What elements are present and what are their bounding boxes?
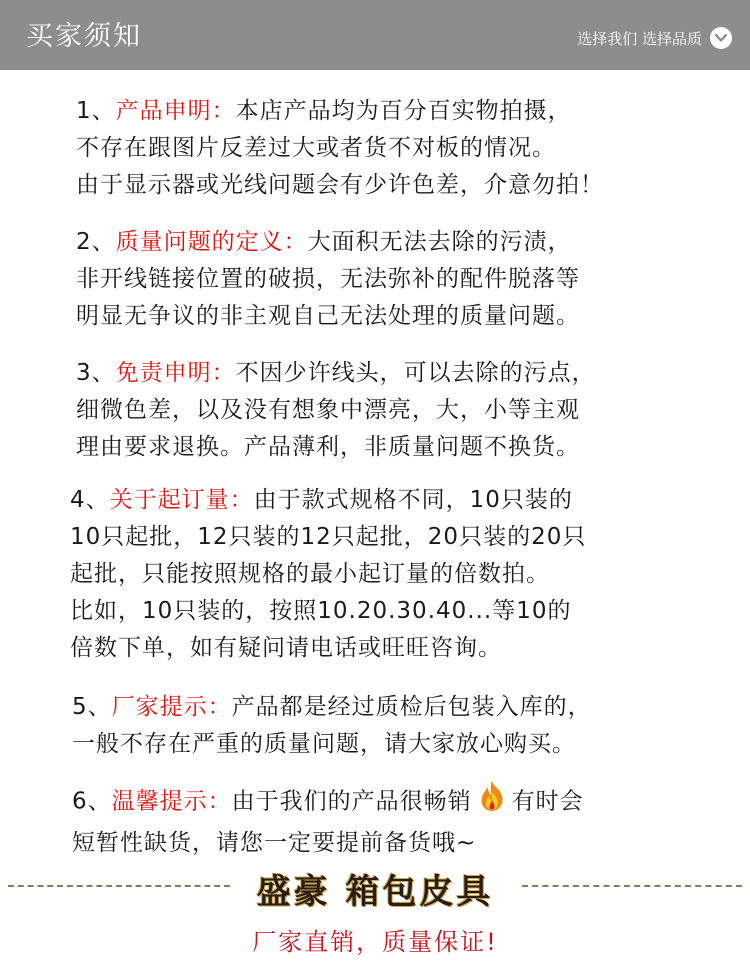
notice-text: 本店产品均为百分百实物拍摄， [235,98,572,124]
notice-first-line [70,482,690,519]
notice-text: 大面积无法去除的污渍， [307,229,572,255]
notice-line: 短暂性缺货，请您一定要提前备货哦~ [72,830,477,856]
notice-3 [76,355,696,466]
notice-text: 由于款式规格不同，10只装的 [253,487,573,513]
notice-number: 2、 [76,229,116,255]
notice-first-line [76,355,696,392]
notice-number: 1、 [76,98,116,124]
brand-name: 盛豪 箱包皮具 [256,872,494,912]
notice-first-line [72,689,692,726]
header-right[interactable] [577,27,732,49]
notice-1 [76,93,696,204]
notice-line: 细微色差，以及没有想象中漂亮，大，小等主观 [76,397,580,423]
page-title: 买家须知 [26,21,142,52]
notice-first-line [76,93,696,130]
header-bar [0,0,750,70]
notice-key: 温馨提示： [111,788,232,815]
notice-line: 倍数下单，如有疑问请电话或旺旺咨询。 [70,635,502,661]
header-slogan: 选择我们 选择品质 [577,29,702,48]
notice-text: 不因少许线头，可以去除的污点， [235,360,596,386]
chevron-down-icon[interactable] [710,27,732,49]
notice-2 [76,224,696,335]
notice-first-line [72,779,692,825]
notice-line: 起批，只能按照规格的最小起订量的倍数拍。 [70,561,550,587]
notice-number: 4、 [70,487,110,513]
notice-key: 质量问题的定义： [115,229,308,255]
notice-key: 产品申明： [115,98,236,124]
notice-text-after-icon: 有时会 [511,788,584,815]
notice-6 [72,779,692,862]
notice-line: 10只起批，12只装的12只起批，20只装的20只 [70,524,587,550]
notice-5 [72,689,692,763]
notice-text: 产品都是经过质检后包装入库的， [231,694,592,720]
notice-first-line [76,224,696,261]
notice-key: 免责申明： [115,360,236,386]
guarantee-text: 厂家直销，质量保证! [252,928,498,956]
notice-number: 3、 [76,360,116,386]
notice-key: 厂家提示： [111,694,232,720]
flame-icon [476,779,508,825]
notice-number: 6、 [72,788,112,815]
notice-line: 明显无争议的非主观自己无法处理的质量问题。 [76,303,580,329]
notice-text: 由于我们的产品很畅销 [231,788,472,815]
notice-line: 一般不存在严重的质量问题，请大家放心购买。 [72,731,576,757]
notice-line: 由于显示器或光线问题会有少许色差，介意勿拍！ [76,172,604,198]
notice-line: 比如，10只装的，按照10.20.30.40...等10的 [70,598,572,624]
notice-key: 关于起订量： [109,487,254,513]
notice-number: 5、 [72,694,112,720]
notice-4 [70,482,690,667]
notice-line: 理由要求退换。产品薄利，非质量问题不换货。 [76,434,580,460]
notice-line: 不存在跟图片反差过大或者货不对板的情况。 [76,135,556,161]
notice-line: 非开线链接位置的破损，无法弥补的配件脱落等 [76,266,580,292]
